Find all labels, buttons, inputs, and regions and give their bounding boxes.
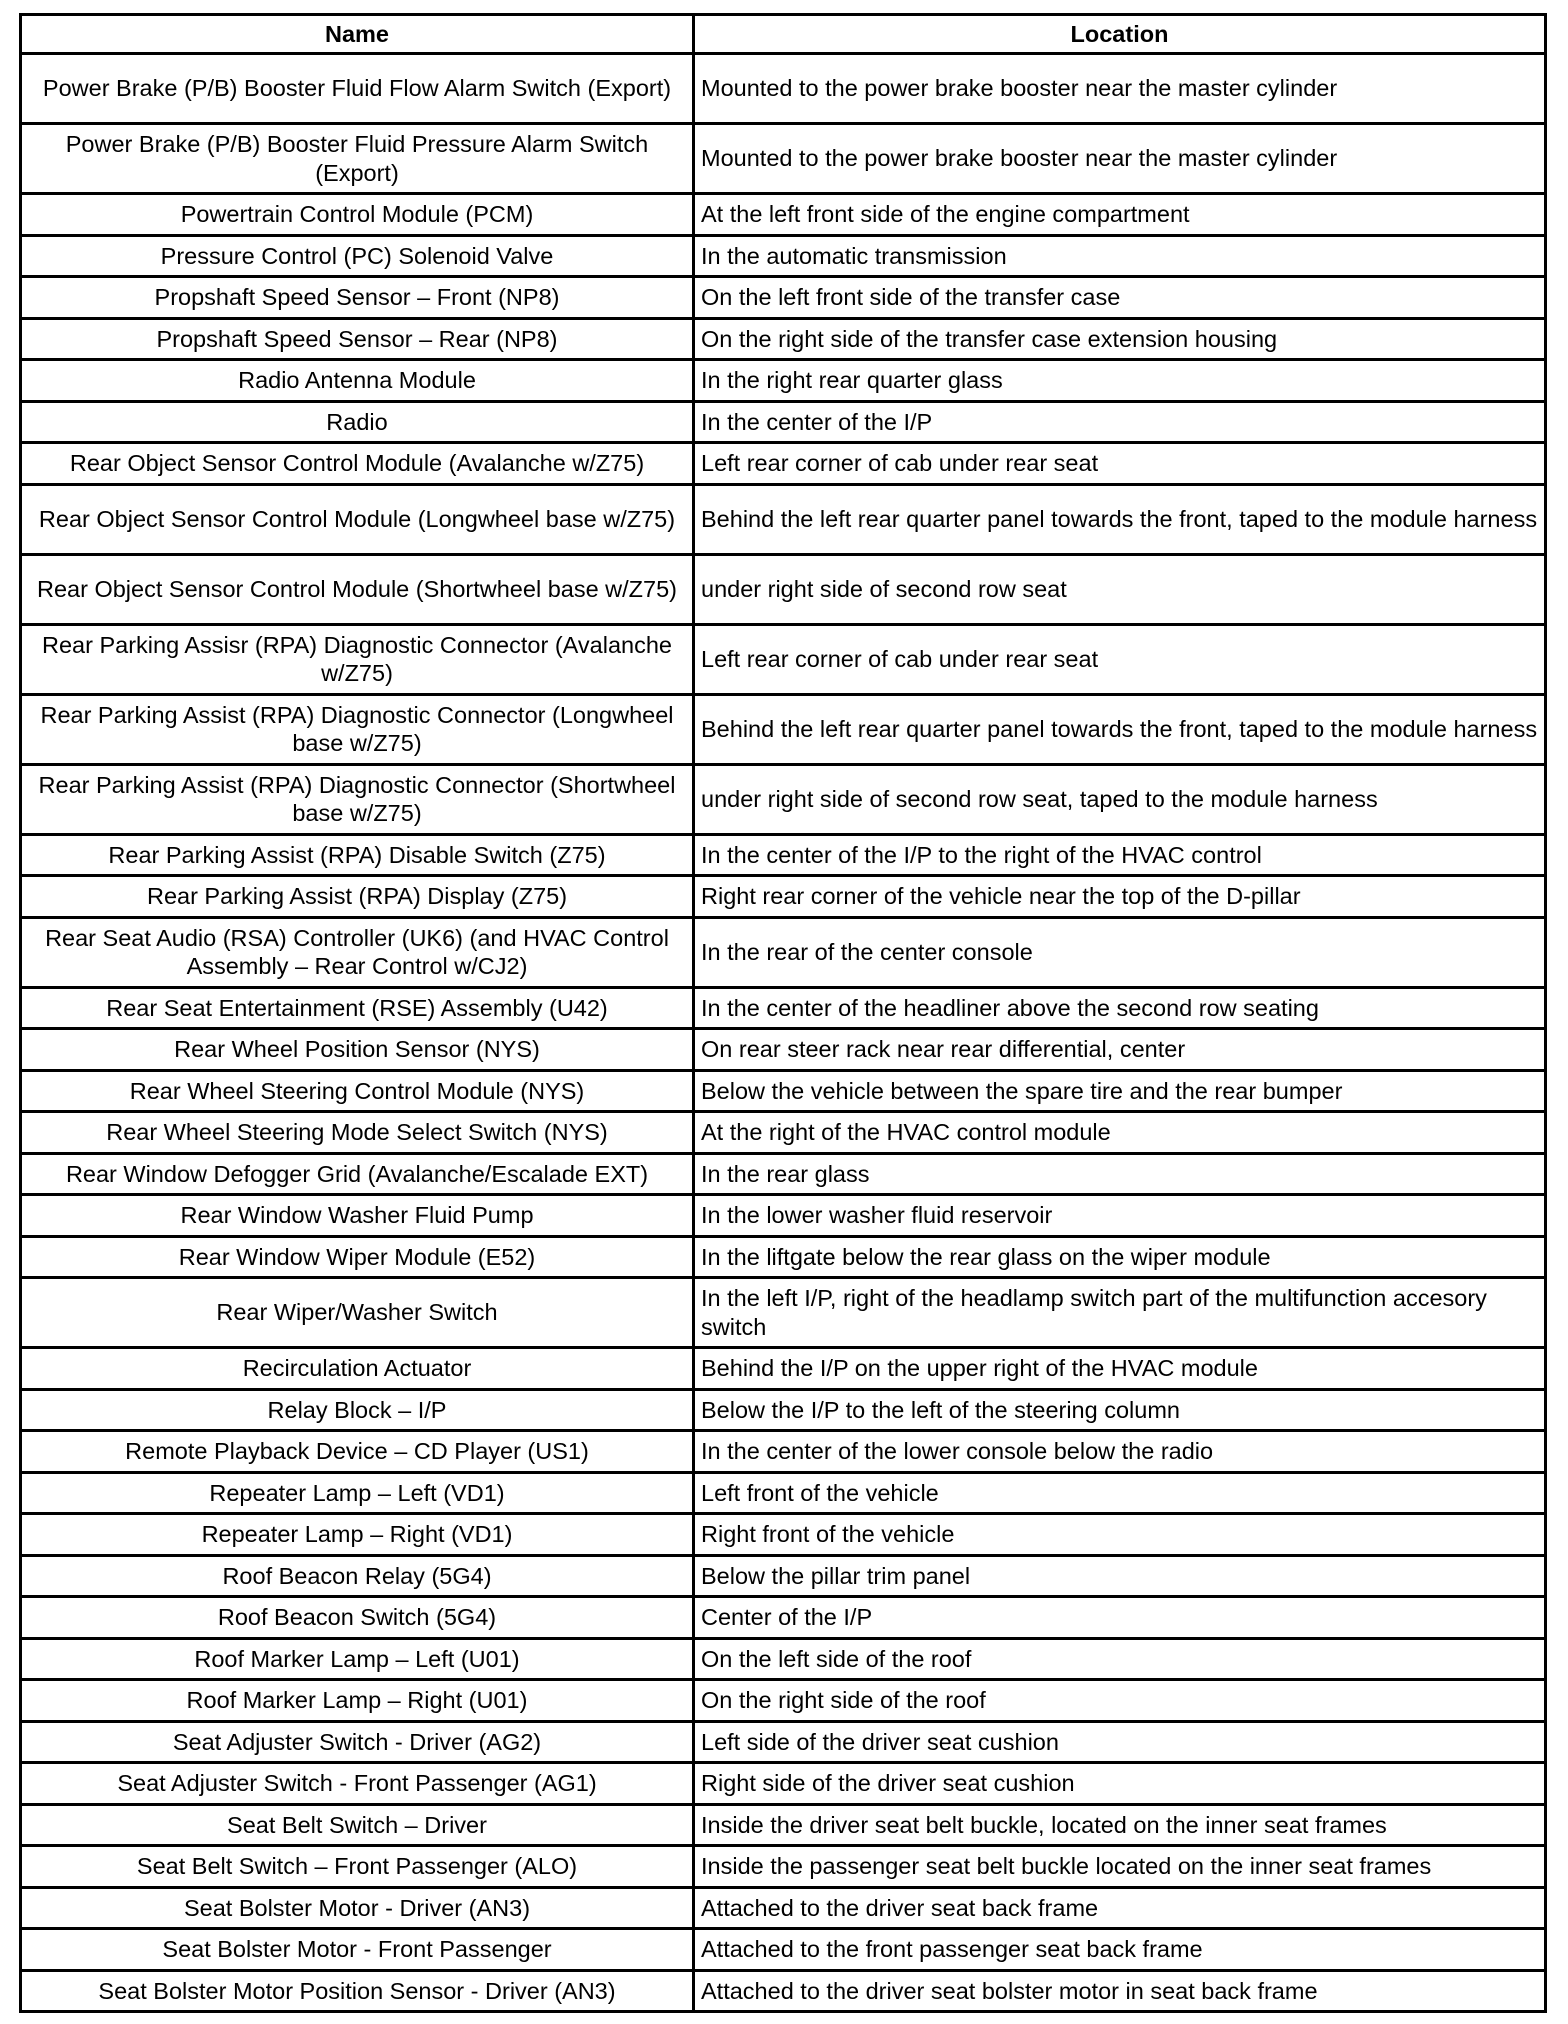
- component-location-cell: Behind the I/P on the upper right of the HVAC module: [694, 1348, 1546, 1390]
- component-name-cell: Rear Window Defogger Grid (Avalanche/Escalade EXT): [21, 1153, 694, 1195]
- component-location-cell: Left front of the vehicle: [694, 1472, 1546, 1514]
- component-location-cell: In the liftgate below the rear glass on the wiper module: [694, 1236, 1546, 1278]
- component-location-cell: Left side of the driver seat cushion: [694, 1721, 1546, 1763]
- table-row: [21, 1846, 1546, 1888]
- table-row: [21, 554, 1546, 624]
- table-row: [21, 318, 1546, 360]
- component-location-cell: On the left side of the roof: [694, 1638, 1546, 1680]
- table-row: [21, 1472, 1546, 1514]
- table-row: [21, 1514, 1546, 1556]
- component-name-cell: Seat Bolster Motor - Front Passenger: [21, 1929, 694, 1971]
- component-name-cell: Roof Marker Lamp – Right (U01): [21, 1680, 694, 1722]
- table-row: [21, 1348, 1546, 1390]
- component-location-cell: Inside the passenger seat belt buckle located on the inner seat frames: [694, 1846, 1546, 1888]
- component-location-cell: Center of the I/P: [694, 1597, 1546, 1639]
- component-location-cell: In the rear glass: [694, 1153, 1546, 1195]
- component-name-cell: Rear Parking Assist (RPA) Disable Switch (Z75): [21, 834, 694, 876]
- table-row: [21, 1029, 1546, 1071]
- location-column-header: Location: [694, 15, 1546, 54]
- component-name-cell: Rear Wheel Steering Control Module (NYS): [21, 1070, 694, 1112]
- component-name-cell: Powertrain Control Module (PCM): [21, 194, 694, 236]
- table-row: [21, 1887, 1546, 1929]
- table-row: [21, 1680, 1546, 1722]
- table-row: [21, 401, 1546, 443]
- component-location-cell: In the center of the I/P: [694, 401, 1546, 443]
- component-location-cell: In the center of the lower console below the radio: [694, 1431, 1546, 1473]
- component-location-cell: On rear steer rack near rear differential, center: [694, 1029, 1546, 1071]
- component-name-cell: Rear Window Wiper Module (E52): [21, 1236, 694, 1278]
- table-row: [21, 1195, 1546, 1237]
- component-location-cell: On the right side of the roof: [694, 1680, 1546, 1722]
- table-body: [21, 54, 1546, 2012]
- component-location-cell: under right side of second row seat, taped to the module harness: [694, 764, 1546, 834]
- component-location-table-wrapper: [19, 13, 1544, 2013]
- table-row: [21, 1153, 1546, 1195]
- component-name-cell: Rear Object Sensor Control Module (Longwheel base w/Z75): [21, 484, 694, 554]
- component-name-cell: Seat Belt Switch – Front Passenger (ALO): [21, 1846, 694, 1888]
- table-row: [21, 1970, 1546, 2012]
- component-name-cell: Propshaft Speed Sensor – Rear (NP8): [21, 318, 694, 360]
- table-row: [21, 1389, 1546, 1431]
- component-name-cell: Seat Bolster Motor - Driver (AN3): [21, 1887, 694, 1929]
- table-row: [21, 1763, 1546, 1805]
- table-row: [21, 443, 1546, 485]
- component-name-cell: Remote Playback Device – CD Player (US1): [21, 1431, 694, 1473]
- component-location-cell: In the center of the I/P to the right of the HVAC control: [694, 834, 1546, 876]
- component-location-cell: In the automatic transmission: [694, 235, 1546, 277]
- component-location-cell: Behind the left rear quarter panel towards the front, taped to the module harness: [694, 694, 1546, 764]
- component-name-cell: Seat Bolster Motor Position Sensor - Driver (AN3): [21, 1970, 694, 2012]
- component-location-cell: Attached to the driver seat back frame: [694, 1887, 1546, 1929]
- table-row: [21, 1555, 1546, 1597]
- component-location-cell: Mounted to the power brake booster near the master cylinder: [694, 54, 1546, 124]
- table-row: [21, 360, 1546, 402]
- component-name-cell: Rear Parking Assist (RPA) Diagnostic Connector (Shortwheel base w/Z75): [21, 764, 694, 834]
- component-location-cell: In the center of the headliner above the second row seating: [694, 987, 1546, 1029]
- table-row: [21, 694, 1546, 764]
- component-name-cell: Repeater Lamp – Left (VD1): [21, 1472, 694, 1514]
- component-name-cell: Seat Belt Switch – Driver: [21, 1804, 694, 1846]
- component-name-cell: Rear Object Sensor Control Module (Shortwheel base w/Z75): [21, 554, 694, 624]
- component-name-cell: Rear Wiper/Washer Switch: [21, 1278, 694, 1348]
- component-location-cell: Below the vehicle between the spare tire and the rear bumper: [694, 1070, 1546, 1112]
- component-location-cell: Mounted to the power brake booster near the master cylinder: [694, 124, 1546, 194]
- component-name-cell: Seat Adjuster Switch - Driver (AG2): [21, 1721, 694, 1763]
- component-name-cell: Rear Wheel Steering Mode Select Switch (NYS): [21, 1112, 694, 1154]
- component-name-cell: Roof Marker Lamp – Left (U01): [21, 1638, 694, 1680]
- table-row: [21, 1929, 1546, 1971]
- table-row: [21, 1804, 1546, 1846]
- table-row: [21, 1597, 1546, 1639]
- component-location-cell: under right side of second row seat: [694, 554, 1546, 624]
- table-row: [21, 1721, 1546, 1763]
- component-location-cell: Below the pillar trim panel: [694, 1555, 1546, 1597]
- table-row: [21, 1278, 1546, 1348]
- component-location-cell: In the left I/P, right of the headlamp switch part of the multifunction accesory switch: [694, 1278, 1546, 1348]
- component-location-cell: On the left front side of the transfer case: [694, 277, 1546, 319]
- component-location-cell: Right front of the vehicle: [694, 1514, 1546, 1556]
- component-name-cell: Power Brake (P/B) Booster Fluid Pressure Alarm Switch (Export): [21, 124, 694, 194]
- table-row: [21, 194, 1546, 236]
- component-name-cell: Roof Beacon Switch (5G4): [21, 1597, 694, 1639]
- component-name-cell: Rear Seat Entertainment (RSE) Assembly (U42): [21, 987, 694, 1029]
- component-name-cell: Relay Block – I/P: [21, 1389, 694, 1431]
- table-row: [21, 917, 1546, 987]
- component-name-cell: Rear Object Sensor Control Module (Avalanche w/Z75): [21, 443, 694, 485]
- component-name-cell: Seat Adjuster Switch - Front Passenger (AG1): [21, 1763, 694, 1805]
- component-location-cell: Below the I/P to the left of the steering column: [694, 1389, 1546, 1431]
- component-name-cell: Repeater Lamp – Right (VD1): [21, 1514, 694, 1556]
- component-location-cell: Attached to the front passenger seat back frame: [694, 1929, 1546, 1971]
- table-row: [21, 277, 1546, 319]
- table-row: [21, 624, 1546, 694]
- component-name-cell: Power Brake (P/B) Booster Fluid Flow Alarm Switch (Export): [21, 54, 694, 124]
- table-row: [21, 54, 1546, 124]
- table-row: [21, 876, 1546, 918]
- component-name-cell: Recirculation Actuator: [21, 1348, 694, 1390]
- component-location-cell: At the left front side of the engine compartment: [694, 194, 1546, 236]
- component-location-cell: In the lower washer fluid reservoir: [694, 1195, 1546, 1237]
- component-name-cell: Rear Seat Audio (RSA) Controller (UK6) (and HVAC Control Assembly – Rear Control w/CJ2): [21, 917, 694, 987]
- component-location-cell: Inside the driver seat belt buckle, located on the inner seat frames: [694, 1804, 1546, 1846]
- component-location-cell: In the right rear quarter glass: [694, 360, 1546, 402]
- component-location-cell: At the right of the HVAC control module: [694, 1112, 1546, 1154]
- table-row: [21, 1112, 1546, 1154]
- component-location-cell: On the right side of the transfer case extension housing: [694, 318, 1546, 360]
- table-row: [21, 1236, 1546, 1278]
- component-name-cell: Rear Window Washer Fluid Pump: [21, 1195, 694, 1237]
- component-name-cell: Rear Parking Assisr (RPA) Diagnostic Connector (Avalanche w/Z75): [21, 624, 694, 694]
- component-name-cell: Propshaft Speed Sensor – Front (NP8): [21, 277, 694, 319]
- component-name-cell: Pressure Control (PC) Solenoid Valve: [21, 235, 694, 277]
- component-name-cell: Rear Wheel Position Sensor (NYS): [21, 1029, 694, 1071]
- component-location-cell: Right side of the driver seat cushion: [694, 1763, 1546, 1805]
- component-location-table: [19, 13, 1547, 2013]
- table-header-row: [21, 15, 1546, 54]
- component-name-cell: Rear Parking Assist (RPA) Diagnostic Connector (Longwheel base w/Z75): [21, 694, 694, 764]
- component-name-cell: Radio Antenna Module: [21, 360, 694, 402]
- table-row: [21, 987, 1546, 1029]
- component-name-cell: Roof Beacon Relay (5G4): [21, 1555, 694, 1597]
- table-row: [21, 764, 1546, 834]
- table-row: [21, 235, 1546, 277]
- component-name-cell: Radio: [21, 401, 694, 443]
- component-name-cell: Rear Parking Assist (RPA) Display (Z75): [21, 876, 694, 918]
- component-location-cell: Left rear corner of cab under rear seat: [694, 443, 1546, 485]
- component-location-cell: Right rear corner of the vehicle near the top of the D-pillar: [694, 876, 1546, 918]
- table-row: [21, 1431, 1546, 1473]
- table-row: [21, 834, 1546, 876]
- component-location-cell: Behind the left rear quarter panel towards the front, taped to the module harness: [694, 484, 1546, 554]
- component-location-cell: In the rear of the center console: [694, 917, 1546, 987]
- component-location-cell: Attached to the driver seat bolster motor in seat back frame: [694, 1970, 1546, 2012]
- table-row: [21, 484, 1546, 554]
- table-row: [21, 1638, 1546, 1680]
- table-row: [21, 124, 1546, 194]
- component-location-cell: Left rear corner of cab under rear seat: [694, 624, 1546, 694]
- name-column-header: Name: [21, 15, 694, 54]
- table-row: [21, 1070, 1546, 1112]
